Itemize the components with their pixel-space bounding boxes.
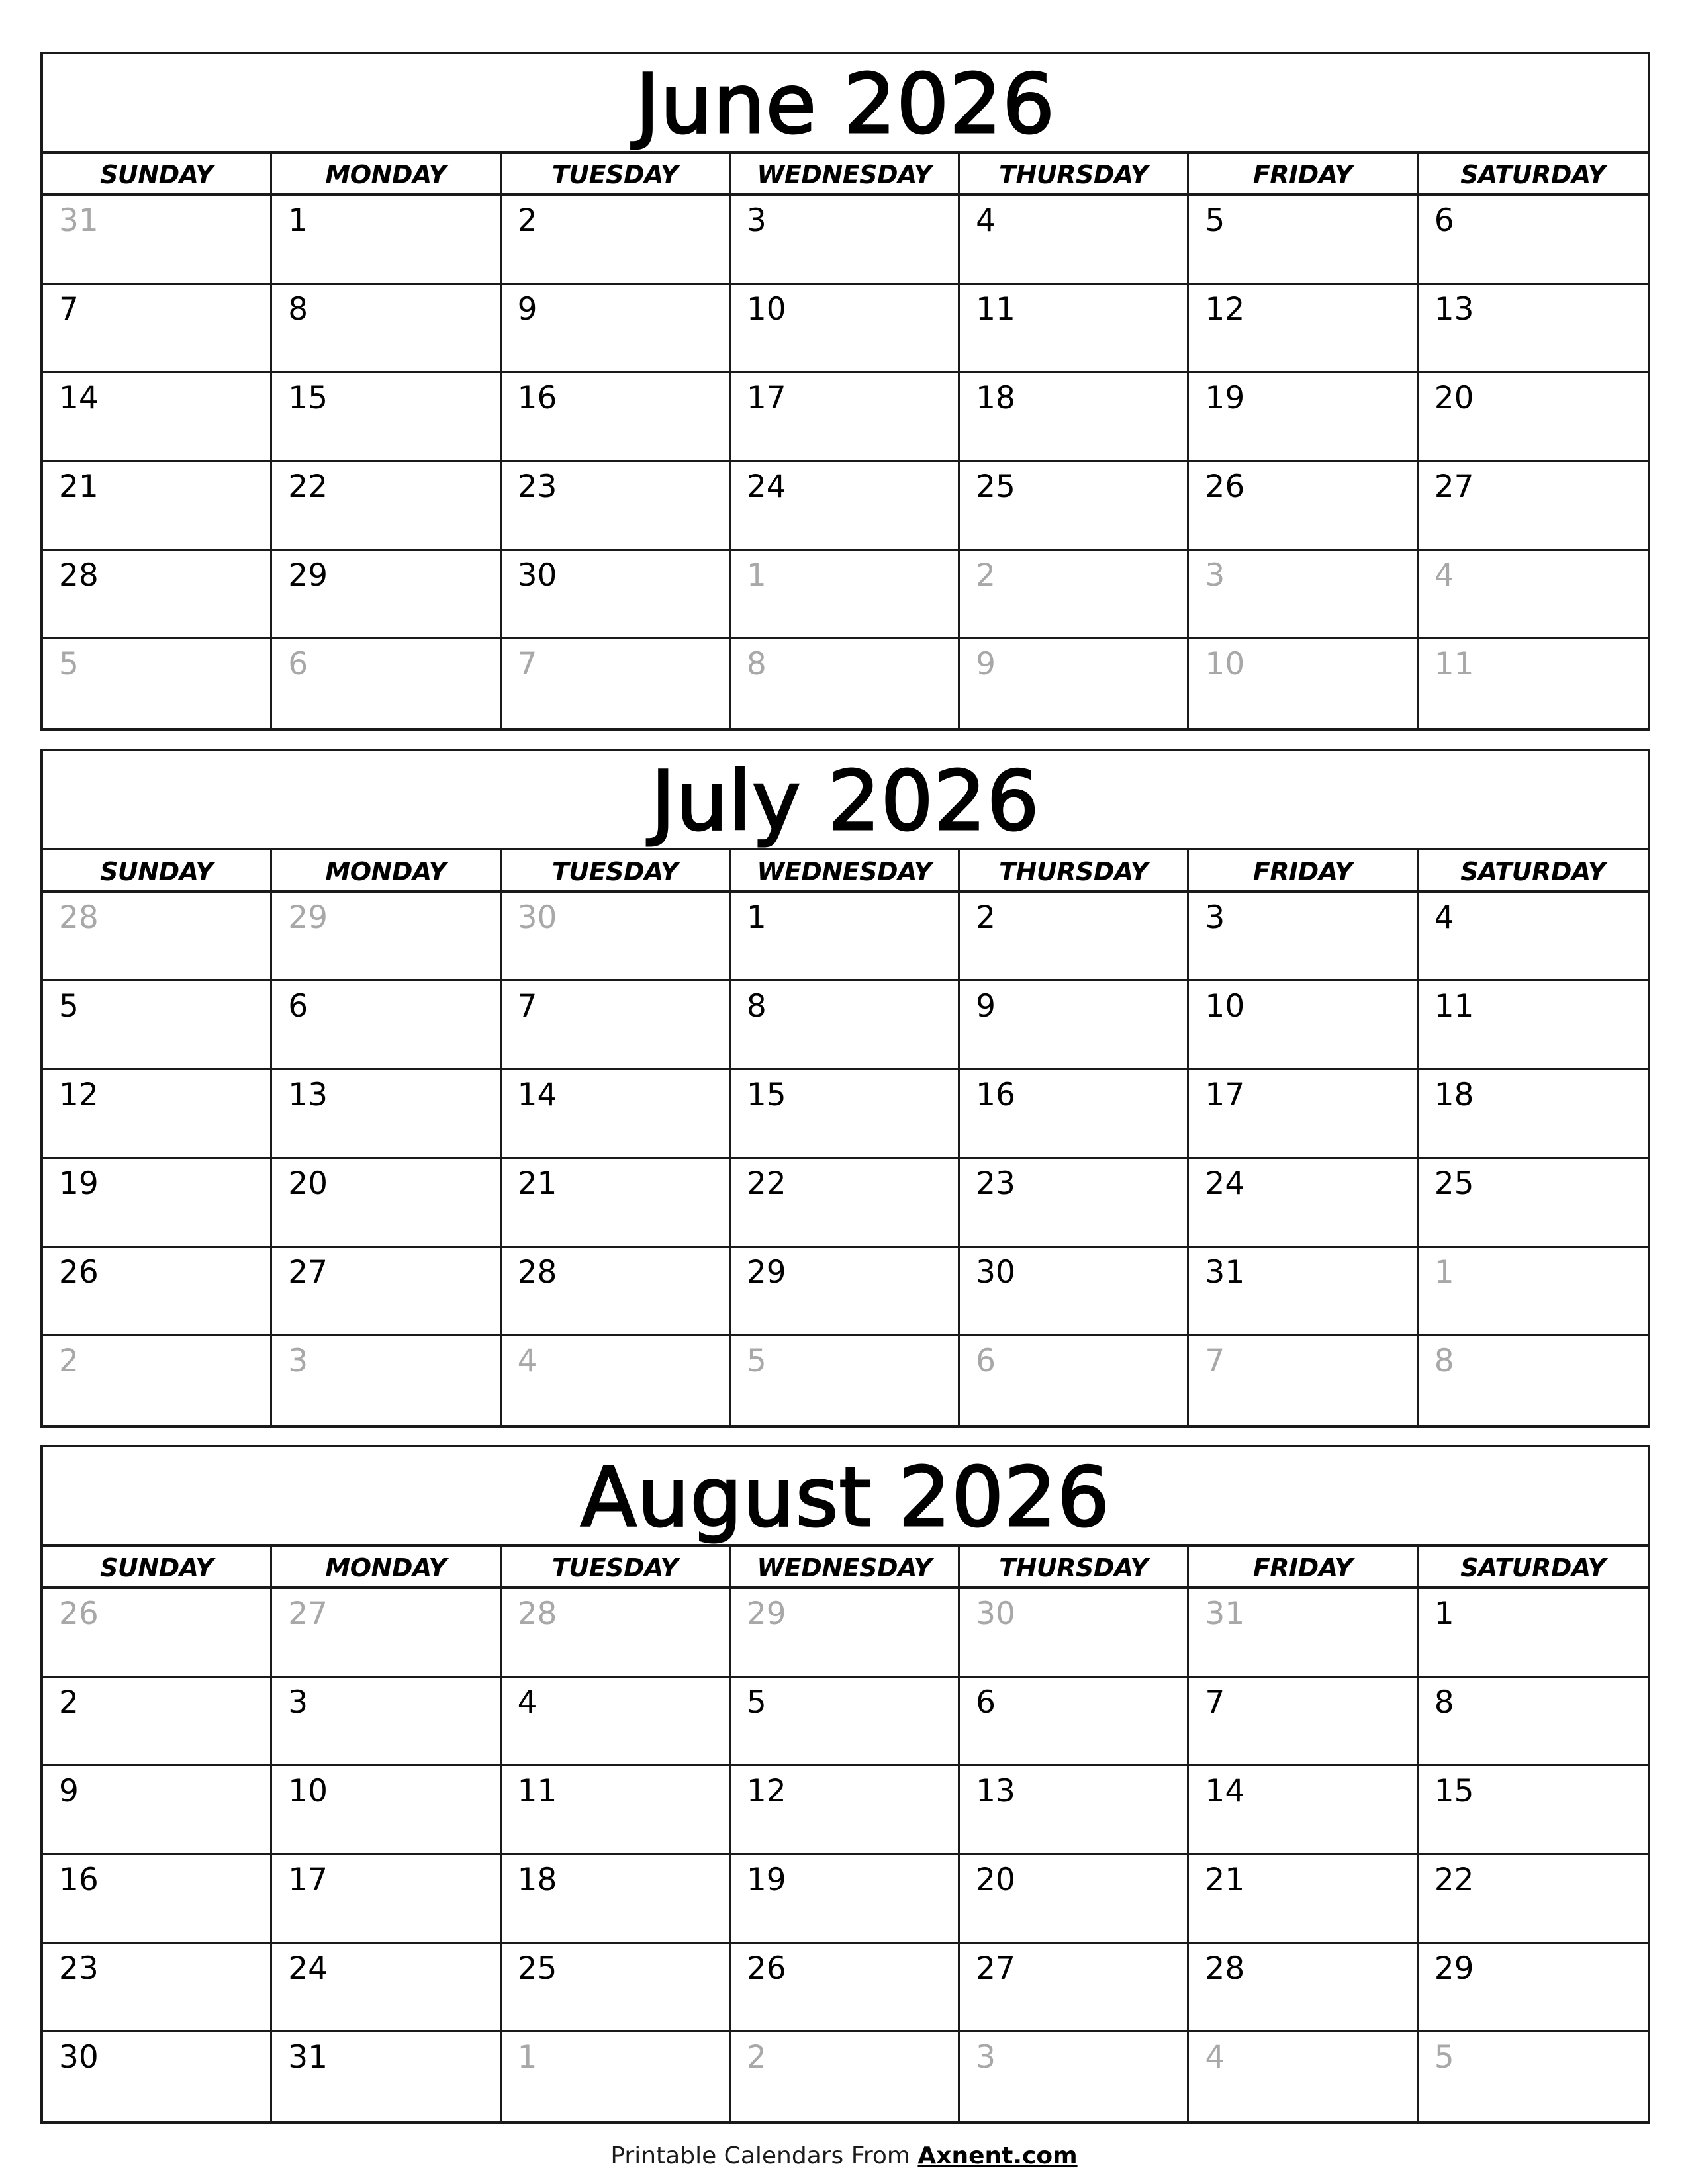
day-cell (731, 285, 960, 373)
day-number: 11 (517, 1773, 557, 1809)
day-cell (502, 1678, 731, 1766)
day-cell-adjacent-month (502, 639, 731, 728)
day-cell (272, 196, 501, 285)
weekday-header: FRIDAY (1189, 154, 1418, 196)
day-number: 6 (1434, 203, 1454, 239)
day-number: 9 (59, 1773, 79, 1809)
day-cell-adjacent-month (1189, 639, 1418, 728)
day-number: 4 (517, 1684, 538, 1721)
day-number: 19 (746, 1862, 786, 1898)
day-number: 30 (517, 557, 557, 594)
day-cell-adjacent-month (272, 639, 501, 728)
month-grid (43, 154, 1648, 728)
day-cell (272, 1070, 501, 1159)
day-cell (272, 373, 501, 462)
weekday-header: TUESDAY (502, 1547, 731, 1589)
day-cell (960, 1248, 1189, 1336)
day-cell (1419, 462, 1648, 551)
day-cell (43, 285, 272, 373)
day-number: 27 (288, 1596, 328, 1632)
day-number: 19 (59, 1165, 99, 1202)
day-number: 4 (1434, 557, 1454, 594)
day-cell (1419, 981, 1648, 1070)
day-cell (1419, 285, 1648, 373)
day-cell (1189, 981, 1418, 1070)
day-cell-adjacent-month (502, 1336, 731, 1425)
day-cell-adjacent-month (960, 551, 1189, 639)
day-cell (272, 1159, 501, 1248)
day-number: 15 (1434, 1773, 1474, 1809)
day-number: 21 (1205, 1862, 1245, 1898)
day-number: 18 (517, 1862, 557, 1898)
day-cell-adjacent-month (731, 551, 960, 639)
day-cell (272, 1678, 501, 1766)
weekday-header: TUESDAY (502, 850, 731, 893)
day-cell (1189, 1766, 1418, 1855)
month-calendar (40, 749, 1650, 1428)
day-number: 18 (1434, 1077, 1474, 1113)
month-calendar (40, 52, 1650, 731)
day-number: 12 (59, 1077, 99, 1113)
day-number: 25 (1434, 1165, 1474, 1202)
day-cell (272, 462, 501, 551)
day-number: 10 (1205, 646, 1245, 682)
weekday-header: SATURDAY (1419, 154, 1648, 196)
day-number: 16 (59, 1862, 99, 1898)
day-cell (502, 1944, 731, 2032)
day-number: 22 (1434, 1862, 1474, 1898)
day-number: 5 (1434, 2039, 1454, 2075)
day-number: 3 (1205, 557, 1225, 594)
day-number: 23 (976, 1165, 1015, 1202)
day-number: 4 (1434, 899, 1454, 936)
day-number: 5 (746, 1684, 767, 1721)
day-cell (960, 1855, 1189, 1944)
day-number: 28 (59, 899, 99, 936)
day-number: 26 (746, 1950, 786, 1987)
day-cell (960, 373, 1189, 462)
day-cell-adjacent-month (1189, 1336, 1418, 1425)
day-cell (731, 1944, 960, 2032)
day-number: 28 (1205, 1950, 1245, 1987)
day-number: 21 (517, 1165, 557, 1202)
day-number: 1 (746, 557, 767, 594)
day-cell-adjacent-month (502, 893, 731, 981)
day-cell-adjacent-month (272, 893, 501, 981)
day-cell (1189, 1678, 1418, 1766)
day-cell-adjacent-month (960, 2032, 1189, 2121)
day-number: 17 (746, 380, 786, 416)
day-number: 24 (1205, 1165, 1245, 1202)
weekday-header: THURSDAY (960, 850, 1189, 893)
day-cell (43, 1944, 272, 2032)
day-number: 3 (976, 2039, 996, 2075)
day-cell (1419, 1159, 1648, 1248)
day-number: 28 (517, 1254, 557, 1291)
day-number: 7 (1205, 1684, 1225, 1721)
day-cell (1419, 1589, 1648, 1678)
day-number: 17 (1205, 1077, 1245, 1113)
day-number: 29 (288, 899, 328, 936)
day-number: 30 (517, 899, 557, 936)
day-cell-adjacent-month (1189, 2032, 1418, 2121)
day-number: 13 (1434, 291, 1474, 328)
day-number: 7 (517, 646, 538, 682)
day-cell (960, 196, 1189, 285)
footer-prefix: Printable Calendars From (610, 2142, 918, 2169)
day-number: 8 (1434, 1684, 1454, 1721)
day-number: 1 (517, 2039, 538, 2075)
day-cell (1189, 196, 1418, 285)
day-number: 30 (976, 1596, 1015, 1632)
day-cell-adjacent-month (731, 2032, 960, 2121)
day-number: 2 (517, 203, 538, 239)
day-cell (1189, 285, 1418, 373)
month-title: June 2026 (43, 54, 1648, 154)
day-cell (731, 373, 960, 462)
day-cell (731, 981, 960, 1070)
day-cell (272, 981, 501, 1070)
day-cell (1189, 1248, 1418, 1336)
month-grid (43, 1547, 1648, 2121)
month-title: July 2026 (43, 751, 1648, 850)
day-number: 27 (976, 1950, 1015, 1987)
day-number: 8 (746, 646, 767, 682)
day-number: 15 (288, 380, 328, 416)
day-number: 26 (59, 1254, 99, 1291)
day-cell (43, 373, 272, 462)
day-cell (43, 1070, 272, 1159)
day-number: 2 (976, 557, 996, 594)
day-number: 10 (746, 291, 786, 328)
day-cell (272, 1766, 501, 1855)
day-cell (502, 285, 731, 373)
day-number: 20 (1434, 380, 1474, 416)
day-number: 22 (288, 469, 328, 505)
footer (0, 2142, 1688, 2171)
day-number: 25 (517, 1950, 557, 1987)
weekday-header: SATURDAY (1419, 850, 1648, 893)
day-cell (502, 1248, 731, 1336)
day-cell-adjacent-month (1419, 1248, 1648, 1336)
weekday-header: SATURDAY (1419, 1547, 1648, 1589)
day-cell-adjacent-month (1189, 1589, 1418, 1678)
day-number: 20 (976, 1862, 1015, 1898)
day-cell (731, 1855, 960, 1944)
day-number: 31 (59, 203, 99, 239)
day-number: 17 (288, 1862, 328, 1898)
day-cell (731, 1248, 960, 1336)
day-cell (1419, 1070, 1648, 1159)
day-number: 23 (517, 469, 557, 505)
day-number: 6 (976, 1684, 996, 1721)
day-number: 6 (976, 1343, 996, 1379)
day-number: 2 (746, 2039, 767, 2075)
day-cell (960, 1766, 1189, 1855)
day-number: 11 (1434, 646, 1474, 682)
day-cell-adjacent-month (272, 1589, 501, 1678)
day-number: 5 (746, 1343, 767, 1379)
weekday-header: WEDNESDAY (731, 850, 960, 893)
day-cell (1189, 1855, 1418, 1944)
day-cell-adjacent-month (502, 2032, 731, 2121)
day-cell (731, 1678, 960, 1766)
day-cell-adjacent-month (731, 1589, 960, 1678)
day-cell (43, 1248, 272, 1336)
day-number: 1 (1434, 1254, 1454, 1291)
day-cell (502, 551, 731, 639)
day-cell (1419, 1678, 1648, 1766)
day-number: 8 (746, 988, 767, 1024)
day-cell (960, 981, 1189, 1070)
day-number: 3 (746, 203, 767, 239)
weekday-header: MONDAY (272, 1547, 501, 1589)
day-number: 19 (1205, 380, 1245, 416)
weekday-header: FRIDAY (1189, 1547, 1418, 1589)
weekday-header: THURSDAY (960, 154, 1189, 196)
day-number: 29 (746, 1596, 786, 1632)
day-number: 4 (1205, 2039, 1225, 2075)
day-cell (1189, 462, 1418, 551)
day-cell (731, 1766, 960, 1855)
day-number: 29 (1434, 1950, 1474, 1987)
day-cell (502, 196, 731, 285)
day-cell (1419, 1766, 1648, 1855)
day-number: 12 (1205, 291, 1245, 328)
day-number: 9 (976, 646, 996, 682)
day-number: 21 (59, 469, 99, 505)
day-number: 11 (976, 291, 1015, 328)
day-number: 31 (1205, 1254, 1245, 1291)
day-cell (1189, 373, 1418, 462)
day-number: 24 (746, 469, 786, 505)
month-grid (43, 850, 1648, 1425)
weekday-header: WEDNESDAY (731, 154, 960, 196)
day-cell-adjacent-month (43, 893, 272, 981)
day-cell (1189, 1944, 1418, 2032)
day-cell (960, 1944, 1189, 2032)
day-cell-adjacent-month (272, 1336, 501, 1425)
day-number: 16 (517, 380, 557, 416)
day-number: 6 (288, 646, 308, 682)
day-cell (1419, 1855, 1648, 1944)
day-cell-adjacent-month (960, 1336, 1189, 1425)
day-number: 13 (288, 1077, 328, 1113)
day-number: 8 (1434, 1343, 1454, 1379)
day-number: 31 (1205, 1596, 1245, 1632)
day-number: 7 (59, 291, 79, 328)
day-cell-adjacent-month (1419, 1336, 1648, 1425)
weekday-header: SUNDAY (43, 850, 272, 893)
day-number: 29 (288, 557, 328, 594)
day-cell (272, 2032, 501, 2121)
day-number: 1 (746, 899, 767, 936)
day-number: 30 (59, 2039, 99, 2075)
day-cell-adjacent-month (960, 1589, 1189, 1678)
day-number: 9 (517, 291, 538, 328)
day-number: 29 (746, 1254, 786, 1291)
day-number: 22 (746, 1165, 786, 1202)
day-number: 2 (976, 899, 996, 936)
day-number: 5 (1205, 203, 1225, 239)
day-cell-adjacent-month (1419, 551, 1648, 639)
day-cell (960, 1070, 1189, 1159)
day-cell (502, 1070, 731, 1159)
day-number: 14 (517, 1077, 557, 1113)
day-number: 4 (517, 1343, 538, 1379)
day-cell (43, 462, 272, 551)
day-cell-adjacent-month (43, 196, 272, 285)
day-cell (43, 1159, 272, 1248)
day-number: 14 (59, 380, 99, 416)
day-number: 12 (746, 1773, 786, 1809)
day-number: 2 (59, 1343, 79, 1379)
day-cell (272, 285, 501, 373)
day-cell (43, 1678, 272, 1766)
day-number: 8 (288, 291, 308, 328)
day-cell (272, 1248, 501, 1336)
day-number: 5 (59, 988, 79, 1024)
day-cell-adjacent-month (1189, 551, 1418, 639)
day-cell (1419, 373, 1648, 462)
day-cell-adjacent-month (1419, 2032, 1648, 2121)
day-number: 27 (288, 1254, 328, 1291)
day-number: 26 (59, 1596, 99, 1632)
day-number: 1 (288, 203, 308, 239)
day-number: 18 (976, 380, 1015, 416)
weekday-header: MONDAY (272, 850, 501, 893)
day-number: 23 (59, 1950, 99, 1987)
weekday-header: TUESDAY (502, 154, 731, 196)
day-cell (43, 1766, 272, 1855)
day-cell (1189, 1159, 1418, 1248)
day-cell-adjacent-month (502, 1589, 731, 1678)
day-cell (1419, 893, 1648, 981)
day-cell (272, 551, 501, 639)
day-number: 2 (59, 1684, 79, 1721)
day-cell-adjacent-month (731, 639, 960, 728)
day-cell (731, 893, 960, 981)
day-cell (1189, 893, 1418, 981)
day-number: 3 (288, 1684, 308, 1721)
day-cell (960, 462, 1189, 551)
day-cell-adjacent-month (43, 639, 272, 728)
day-number: 3 (288, 1343, 308, 1379)
day-number: 3 (1205, 899, 1225, 936)
day-cell (960, 893, 1189, 981)
month-calendar (40, 1445, 1650, 2124)
day-cell (960, 285, 1189, 373)
day-cell-adjacent-month (1419, 639, 1648, 728)
day-cell (502, 981, 731, 1070)
day-cell (731, 462, 960, 551)
day-cell-adjacent-month (43, 1589, 272, 1678)
day-cell (502, 1766, 731, 1855)
day-number: 26 (1205, 469, 1245, 505)
day-number: 11 (1434, 988, 1474, 1024)
day-number: 28 (517, 1596, 557, 1632)
day-cell (960, 1159, 1189, 1248)
day-number: 10 (288, 1773, 328, 1809)
day-cell (43, 1855, 272, 1944)
month-title: August 2026 (43, 1447, 1648, 1547)
day-cell-adjacent-month (960, 639, 1189, 728)
day-cell-adjacent-month (731, 1336, 960, 1425)
day-number: 1 (1434, 1596, 1454, 1632)
day-number: 24 (288, 1950, 328, 1987)
footer-link[interactable]: Axnent.com (917, 2142, 1078, 2169)
day-cell (43, 2032, 272, 2121)
day-cell (731, 196, 960, 285)
day-cell (502, 1159, 731, 1248)
day-cell (272, 1855, 501, 1944)
day-number: 28 (59, 557, 99, 594)
weekday-header: FRIDAY (1189, 850, 1418, 893)
day-number: 31 (288, 2039, 328, 2075)
day-number: 27 (1434, 469, 1474, 505)
weekday-header: SUNDAY (43, 154, 272, 196)
day-number: 6 (288, 988, 308, 1024)
weekday-header: WEDNESDAY (731, 1547, 960, 1589)
day-number: 30 (976, 1254, 1015, 1291)
day-number: 9 (976, 988, 996, 1024)
weekday-header: THURSDAY (960, 1547, 1189, 1589)
day-cell (1419, 196, 1648, 285)
day-number: 7 (517, 988, 538, 1024)
day-cell (1189, 1070, 1418, 1159)
weekday-header: MONDAY (272, 154, 501, 196)
weekday-header: SUNDAY (43, 1547, 272, 1589)
day-number: 15 (746, 1077, 786, 1113)
day-cell-adjacent-month (43, 1336, 272, 1425)
day-number: 25 (976, 469, 1015, 505)
day-cell (1419, 1944, 1648, 2032)
day-number: 10 (1205, 988, 1245, 1024)
day-number: 16 (976, 1077, 1015, 1113)
day-cell (272, 1944, 501, 2032)
day-cell (43, 551, 272, 639)
day-cell (502, 1855, 731, 1944)
day-cell (502, 462, 731, 551)
day-cell (731, 1159, 960, 1248)
day-cell (502, 373, 731, 462)
day-number: 4 (976, 203, 996, 239)
day-number: 7 (1205, 1343, 1225, 1379)
day-number: 13 (976, 1773, 1015, 1809)
day-cell (960, 1678, 1189, 1766)
day-number: 5 (59, 646, 79, 682)
day-number: 20 (288, 1165, 328, 1202)
day-number: 14 (1205, 1773, 1245, 1809)
day-cell (43, 981, 272, 1070)
day-cell (731, 1070, 960, 1159)
